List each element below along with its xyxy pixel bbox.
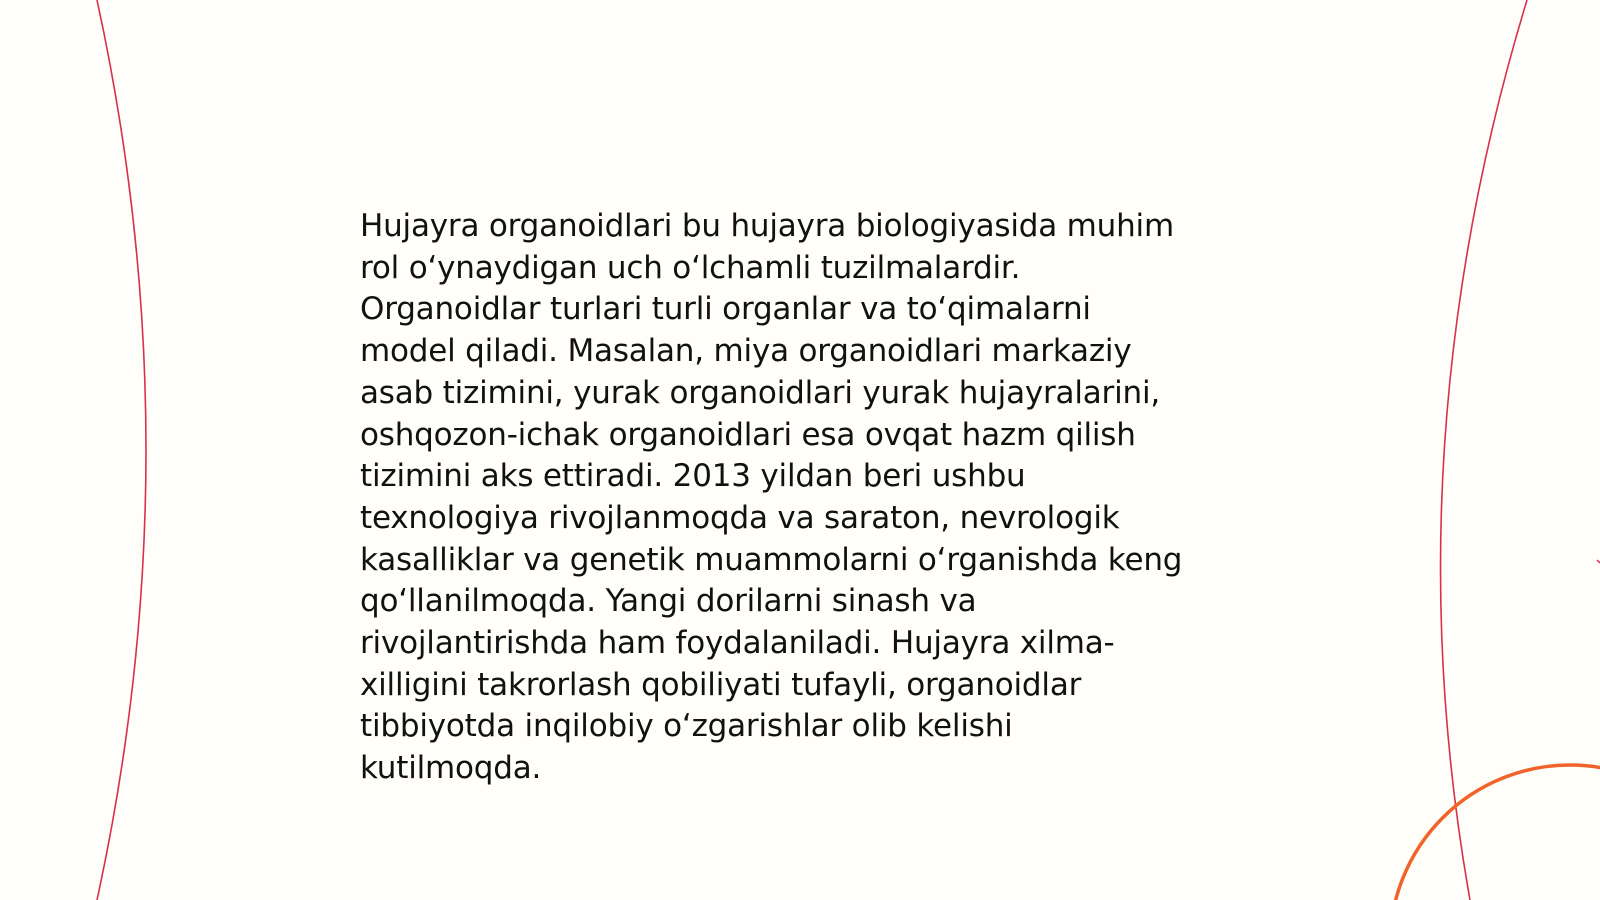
left-curve-line (97, 0, 146, 900)
right-curve-line (1441, 0, 1527, 900)
orange-circle-arc (1390, 765, 1600, 900)
body-paragraph: Hujayra organoidlari bu hujayra biologiyasida muhim rol o‘ynaydigan uch o‘lchamli tuzilmalardir. Organoidlar turlari turli organlar va to‘qimalarni model qiladi. Masalan, miya organoidlari markaziy asab tizimini, yurak organoidlari yurak hujayralarini, oshqozon-ichak organoidlari esa ovqat hazm qilish tizimini aks ettiradi. 2013 yildan beri ushbu texnologiya rivojlanmoqda va saraton, nevrologik kasalliklar va genetik muammolarni o‘rganishda keng qo‘llanilmoqda. Yangi dorilarni sinash va rivojlantirishda ham foydalaniladi. Hujayra xilma- xilligini takrorlash qobiliyati tufayli, organoidlar tibbiyotda inqilobiy o‘zgarishlar olib kelishi kutilmoqda. (360, 208, 1183, 787)
